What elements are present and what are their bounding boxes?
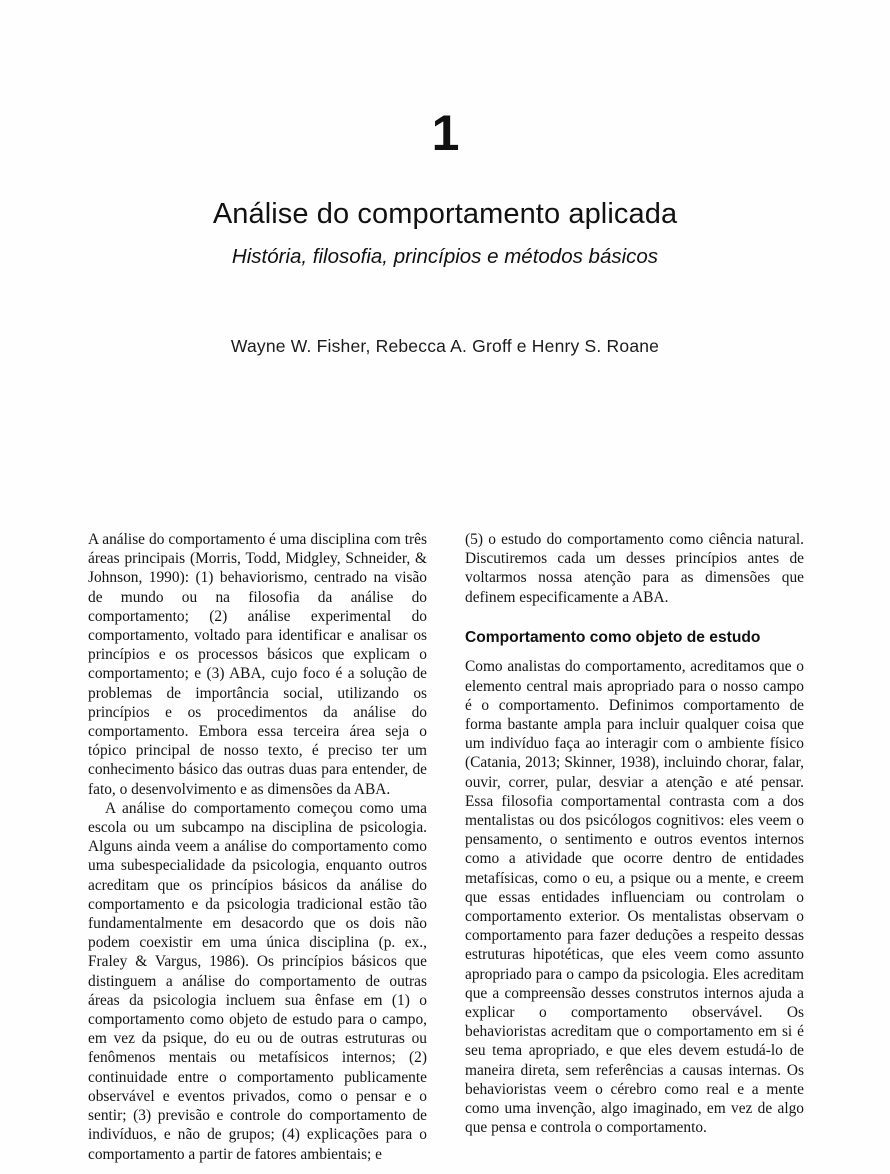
paragraph: A análise do comportamento começou como uma escola ou um subcampo na disciplina de psicologia. Alguns ainda veem a análise do comportamento como uma subespecialidade da psicologia, enquanto outros acreditam que os princípios básicos da análise do comportamento e da psicologia tradicional estão tão fundamentalmente em desacordo que os dois não podem coexistir em uma única disciplina (p. ex., Fraley & Vargus, 1986). Os princípios básicos que distinguem a análise do comportamento de outras áreas da psicologia incluem sua ênfase em (1) o comportamento como objeto de estudo para o campo, em vez da psique, do eu ou de outras estruturas ou fenômenos mentais ou metafísicos internos; (2) continuidade entre o comportamento publicamente observável e eventos privados, como o pensar e o sentir; (3) previsão e controle do comportamento de indivíduos, e não de grupos; (4) explicações para o comportamento a partir de fatores ambientais; e: [88, 799, 427, 1163]
chapter-number: 1: [431, 105, 459, 161]
chapter-header: [88, 105, 802, 358]
chapter-subtitle: História, filosofia, princípios e métodos básicos: [231, 245, 659, 269]
paragraph: Como analistas do comportamento, acreditamos que o elemento central mais apropriado para o nosso campo é o comportamento. Definimos comportamento de forma bastante ampla para incluir qualquer coisa que um indivíduo faça ao interagir com o ambiente físico (Catania, 2013; Skinner, 1938), incluindo chorar, falar, ouvir, correr, pular, desviar a atenção e até pensar. Essa filosofia comportamental contrasta com a dos mentalistas ou dos psicólogos cognitivos: eles veem o pensamento, o sentimento e outros eventos internos como a atividade que ocorre dentro de entidades metafísicas, como o eu, a psique ou a mente, e creem que essas entidades influenciam ou controlam o comportamento exterior. Os mentalistas observam o comportamento para fazer deduções a respeito dessas estruturas hipotéticas, que eles veem como assunto apropriado para o campo da psicologia. Eles acreditam que a compreensão desses construtos internos ajuda a explicar o comportamento observável. Os behavioristas acreditam que o comportamento em si é seu tema apropriado, e que eles devem estudá-lo de maneira direta, sem referências a causas internas. Os behavioristas veem o cérebro como real e a mente como uma invenção, algo imaginado, em vez de algo que pensa e controla o comportamento.: [465, 658, 804, 1137]
left-column: [88, 530, 427, 1164]
section-heading: Comportamento como objeto de estudo: [465, 628, 761, 646]
right-column: [465, 530, 804, 1164]
chapter-authors: Wayne W. Fisher, Rebecca A. Groff e Henry S. Roane: [230, 335, 660, 356]
paragraph: A análise do comportamento é uma disciplina com três áreas principais (Morris, Todd, Midgley, Schneider, & Johnson, 1990): (1) behaviorismo, centrado na visão de mundo ou na filosofia da análise do comportamento; (2) análise experimental do comportamento, voltado para identificar e analisar os princípios e os processos básicos que explicam o comportamento; e (3) ABA, cujo foco é a solução de problemas de importância social, utilizando os princípios e os procedimentos da análise do comportamento. Embora essa terceira área seja o tópico principal de nosso texto, é preciso ter um conhecimento básico das outras duas para entender, de fato, o desenvolvimento e as dimensões da ABA.: [88, 531, 427, 798]
body-text-columns: [88, 530, 804, 1164]
paragraph: (5) o estudo do comportamento como ciência natural. Discutiremos cada um desses princípios antes de voltarmos nossa atenção para as dimensões que definem especificamente a ABA.: [465, 531, 804, 606]
chapter-title: Análise do comportamento aplicada: [212, 198, 678, 230]
